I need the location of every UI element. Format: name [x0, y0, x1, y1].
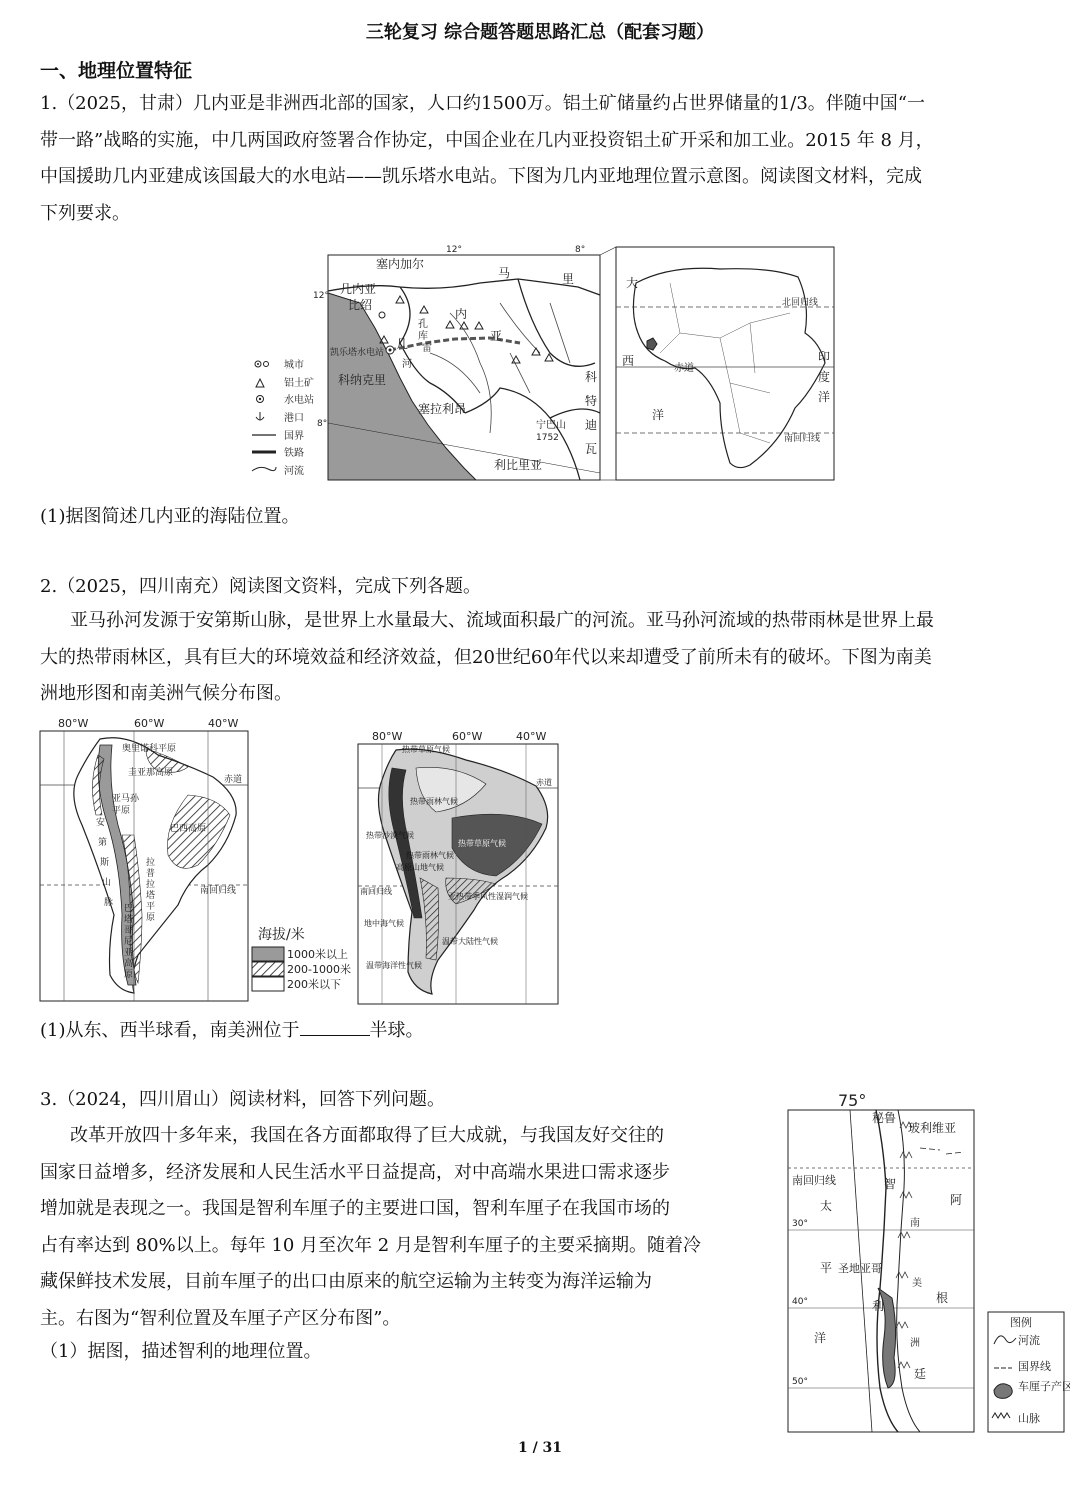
chile-label-argentina-3: 廷 — [914, 1367, 927, 1381]
terrain-label-patagonia-4: 尼 — [124, 937, 134, 947]
terrain-label-plata-3: 拉 — [146, 880, 156, 890]
q2-line-0: 亚马孙河发源于安第斯山脉，是世界上水量最大、流域面积最广的河流。亚马孙河流域的热带雨林是世界上最 — [70, 610, 934, 631]
q1-line-2: 中国援助几内亚建成该国最大的水电站——凯乐塔水电站。下图为几内亚地理位置示意图。阅读图文材料，完成 — [40, 166, 922, 187]
chile-label-pacific-1: 太 — [820, 1199, 833, 1213]
terrain-lon-80w: 80°W — [58, 717, 89, 730]
q1-source: （2025，甘肃） — [57, 93, 193, 114]
q2-paragraph — [40, 603, 1042, 713]
legend-hydropower-label: 水电站 — [284, 395, 314, 406]
chile-label-argentina-1: 阿 — [950, 1193, 963, 1207]
chile-label-south-1: 南 — [910, 1218, 920, 1229]
label-konkoure-2: 库 — [418, 331, 428, 342]
chile-label-argentina-2: 根 — [936, 1291, 949, 1305]
label-guinea-ji: 几 — [396, 337, 409, 351]
q3-number: 3. — [40, 1089, 58, 1110]
label-guinea-nei: 内 — [455, 307, 468, 321]
q3-line-2: 增加就是表现之一。我国是智利车厘子的主要进口国，智利车厘子在我国市场的 — [40, 1198, 670, 1219]
label-nimba-height: 1752 — [536, 433, 559, 443]
q2-sub1-after: 半球。 — [369, 1020, 424, 1041]
chile-label-pacific-3: 洋 — [814, 1331, 827, 1345]
climate-label-savanna: 热带草原气候 — [458, 839, 506, 848]
terrain-label-brazil: 巴西高原 — [170, 824, 207, 834]
q3-line-3: 占有率达到 80%以上。每年 10 月至次年 2 月是智利车厘子的主要采摘期。随着冷 — [40, 1234, 701, 1256]
climate-label-rainforest: 热带雨林气候 — [410, 797, 458, 806]
chile-label-america: 美 — [912, 1278, 922, 1289]
climate-label-tropic: 南回归线 — [360, 887, 392, 896]
chile-lat-40: 40° — [792, 1297, 808, 1307]
inset-label-equator: 赤道 — [674, 363, 694, 374]
legend-city-label: 城市 — [284, 360, 304, 371]
terrain-label-andes-2: 第 — [98, 838, 108, 848]
chile-label-bolivia: 玻利维亚 — [908, 1121, 957, 1135]
label-cote-3: 迪 — [585, 418, 598, 432]
q2-line-2: 洲地形图和南美洲气候分布图。 — [40, 683, 292, 704]
terrain-label-patagonia-1: 巴 — [124, 904, 134, 914]
terrain-label-andes-5: 脉 — [104, 898, 114, 908]
terrain-label-andes-1: 安 — [96, 818, 106, 828]
climate-label-maritime: 温带海洋性气候 — [366, 961, 422, 970]
chile-lon-75: 75° — [838, 1091, 867, 1110]
terrain-label-patagonia-7: 原 — [124, 970, 134, 980]
q1-line-0: 几内亚是非洲西北部的国家，人口约1500万。铝土矿储量约占世界储量的1/3。伴随中国“一 — [193, 93, 925, 114]
q3-line-0: 改革开放四十多年来，我国在各方面都取得了巨大成就，与我国友好交往的 — [70, 1125, 664, 1146]
q1-line-1: 带一路”战略的实施，中几两国政府签署合作协定，中国企业在几内亚投资铝土矿开采和加工业。2015 年 8 月， — [40, 129, 934, 151]
label-kaleta-station: 凯乐塔水电站 — [330, 348, 385, 358]
map1-lon-8: 8° — [575, 245, 586, 255]
terrain-label-guiana: 圭亚那高原 — [128, 768, 174, 778]
terrain-lon-40w: 40°W — [208, 717, 239, 730]
legend-railway-label: 铁路 — [284, 448, 304, 459]
chile-legend-title: 图例 — [1010, 1316, 1032, 1329]
chile-legend-border: 国界线 — [1018, 1360, 1051, 1373]
terrain-legend-low: 200米以下 — [287, 978, 341, 991]
legend-border-label: 国界 — [284, 431, 304, 442]
chile-label-chile-1: 智 — [884, 1177, 897, 1191]
terrain-label-plata-6: 原 — [146, 913, 156, 923]
terrain-label-plata-2: 普 — [146, 869, 156, 879]
chile-label-chile-2: 利 — [872, 1299, 885, 1313]
q3-line-5: 主。右图为“智利位置及车厘子产区分布图”。 — [40, 1307, 401, 1329]
terrain-label-equator: 赤道 — [224, 775, 243, 785]
q1-subquestion-1: (1)据图简述几内亚的海陆位置。 — [40, 506, 300, 527]
climate-lon-40w: 40°W — [516, 730, 547, 743]
q3-source: （2024，四川眉山） — [57, 1089, 229, 1110]
terrain-label-andes-3: 斯 — [100, 858, 110, 868]
q1-line-3: 下列要求。 — [40, 202, 130, 224]
chile-label-pacific-2: 平 — [820, 1261, 833, 1275]
terrain-label-plata-4: 塔 — [146, 891, 156, 901]
terrain-label-plata-5: 平 — [146, 902, 156, 912]
section-heading: 一、地理位置特征 — [40, 60, 193, 82]
climate-label-rainforest-2: 热带雨林气候 — [406, 851, 454, 860]
legend-bauxite-label: 铝土矿 — [284, 378, 314, 389]
q3-paragraph — [40, 1118, 760, 1337]
chile-label-santiago: 圣地亚哥 — [838, 1262, 882, 1275]
inset-label-indian-3: 洋 — [818, 390, 831, 404]
label-guinea-bissau-1: 几内亚 — [340, 282, 377, 296]
label-nimba: 宁巴山 — [536, 420, 566, 431]
chile-lat-30: 30° — [792, 1219, 808, 1229]
q3-header — [40, 1088, 445, 1112]
terrain-legend-high: 1000米以上 — [287, 948, 348, 961]
answer-blank[interactable] — [300, 1017, 370, 1036]
q3-subquestion-1: （1）据图，描述智利的地理位置。 — [40, 1341, 322, 1362]
climate-lon-60w: 60°W — [452, 730, 483, 743]
page-title: 三轮复习 综合题答题思路汇总（配套习题） — [365, 22, 715, 43]
inset-label-atlantic-3: 洋 — [652, 408, 665, 422]
label-liberia: 利比里亚 — [494, 458, 543, 472]
terrain-legend-title: 海拔/米 — [258, 927, 305, 943]
terrain-label-patagonia-6: 高 — [124, 959, 134, 969]
terrain-label-patagonia-5: 亚 — [124, 948, 134, 958]
chile-label-continent: 洲 — [910, 1338, 920, 1349]
climate-label-continental: 温带大陆性气候 — [442, 937, 498, 946]
climate-label-savanna-north: 热带草原气候 — [402, 745, 450, 754]
climate-label-highland: 高原山地气候 — [396, 863, 444, 872]
map1-lon-12: 12° — [446, 245, 462, 255]
label-river-lei: 雷 — [422, 343, 432, 354]
legend-port-label: 港口 — [284, 413, 304, 424]
chile-cherry-map — [780, 1088, 1070, 1436]
inset-label-atlantic-2: 西 — [622, 354, 635, 368]
chile-legend-cherry: 车厘子产区 — [1018, 1380, 1070, 1393]
q2-subquestion-1 — [40, 1017, 424, 1043]
terrain-lon-60w: 60°W — [134, 717, 165, 730]
q2-header — [40, 575, 481, 599]
inset-label-indian-1: 印 — [818, 350, 831, 364]
chile-label-tropic: 南回归线 — [792, 1174, 836, 1187]
map1-lat-12: 12° — [313, 291, 329, 301]
climate-label-desert: 热带沙漠气候 — [366, 831, 414, 840]
south-america-terrain-map — [38, 715, 358, 1005]
chile-lat-50: 50° — [792, 1377, 808, 1387]
terrain-label-amazon-2: 平原 — [112, 806, 131, 816]
label-konkoure-1: 孔 — [418, 319, 428, 330]
q1-number: 1. — [40, 93, 58, 114]
q2-sub1-before: (1)从东、西半球看，南美洲位于 — [40, 1020, 300, 1041]
terrain-label-patagonia-2: 塔 — [124, 915, 134, 925]
label-cote-1: 科 — [585, 370, 598, 384]
chile-label-peru: 秘鲁 — [872, 1111, 897, 1125]
q2-intro: 阅读图文资料，完成下列各题。 — [229, 576, 481, 597]
inset-label-indian-2: 度 — [818, 370, 831, 384]
inset-label-tropic-capricorn: 南回归线 — [784, 434, 821, 444]
terrain-label-tropic: 南回归线 — [200, 886, 237, 896]
terrain-label-orinoco: 奥里诺科平原 — [122, 744, 177, 754]
legend-river-label: 河流 — [284, 466, 304, 477]
south-america-climate-map — [356, 728, 560, 1006]
terrain-label-amazon-1: 亚马孙 — [112, 794, 140, 804]
page-number: 1 / 31 — [517, 1440, 563, 1456]
inset-label-atlantic-1: 大 — [626, 276, 639, 290]
terrain-label-andes-4: 山 — [102, 878, 112, 888]
guinea-location-map — [250, 243, 840, 483]
inset-label-tropic-cancer: 北回归线 — [782, 298, 819, 308]
label-mali-1: 马 — [498, 266, 511, 280]
terrain-label-patagonia-3: 哥 — [124, 926, 134, 936]
label-mali-2: 里 — [562, 272, 575, 286]
q3-line-4: 藏保鲜技术发展，目前车厘子的出口由原来的航空运输为主转变为海洋运输为 — [40, 1271, 652, 1292]
chile-legend-river: 河流 — [1018, 1334, 1040, 1347]
label-guinea-bissau-2: 比绍 — [348, 298, 373, 312]
label-river-he: 河 — [402, 359, 412, 370]
q1-paragraph — [40, 86, 1042, 232]
q2-number: 2. — [40, 576, 58, 597]
q2-line-1: 大的热带雨林区，具有巨大的环境效益和经济效益，但20世纪60年代以来却遭受了前所未有的破坏。下图为南美 — [40, 646, 932, 668]
climate-label-mediterranean: 地中海气候 — [364, 919, 404, 928]
label-conakry: 科纳克里 — [338, 373, 387, 387]
label-cote-4: 瓦 — [585, 442, 598, 456]
q3-intro: 阅读材料，回答下列问题。 — [229, 1089, 445, 1110]
terrain-legend-mid: 200-1000米 — [287, 963, 351, 976]
label-senegal: 塞内加尔 — [376, 257, 425, 271]
chile-legend-mountain: 山脉 — [1018, 1412, 1040, 1425]
climate-label-equator: 赤道 — [536, 778, 552, 787]
label-sierra-leone: 塞拉利昂 — [418, 402, 467, 416]
map1-lat-8: 8° — [317, 419, 328, 429]
q2-source: （2025，四川南充） — [57, 576, 229, 597]
climate-lon-80w: 80°W — [372, 730, 403, 743]
label-guinea-ya: 亚 — [490, 329, 503, 343]
climate-label-subtropical: 亚热带季风性湿润气候 — [448, 892, 528, 901]
label-cote-2: 特 — [585, 394, 598, 408]
q3-line-1: 国家日益增多，经济发展和人民生活水平日益提高，对中高端水果进口需求逐步 — [40, 1161, 670, 1183]
terrain-label-plata-1: 拉 — [146, 858, 156, 868]
